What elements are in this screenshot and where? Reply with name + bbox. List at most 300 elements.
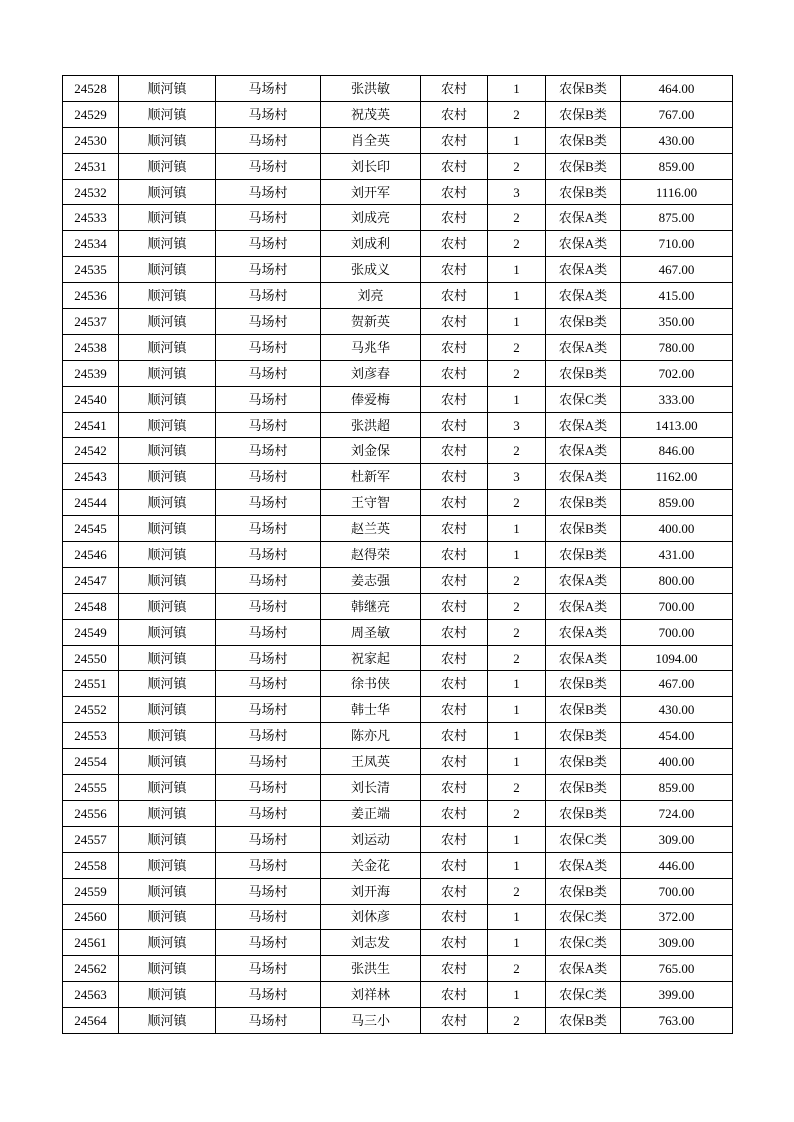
cell-amount: 467.00 [621, 671, 733, 697]
cell-name: 刘开军 [321, 179, 421, 205]
cell-type: 农村 [421, 464, 488, 490]
cell-town: 顺河镇 [119, 438, 216, 464]
cell-town: 顺河镇 [119, 645, 216, 671]
cell-id: 24541 [63, 412, 119, 438]
cell-name: 韩继亮 [321, 593, 421, 619]
cell-count: 2 [488, 567, 546, 593]
cell-name: 姜志强 [321, 567, 421, 593]
cell-id: 24548 [63, 593, 119, 619]
cell-category: 农保B类 [546, 153, 621, 179]
cell-id: 24563 [63, 982, 119, 1008]
cell-amount: 859.00 [621, 153, 733, 179]
table-row [63, 800, 733, 826]
cell-amount: 700.00 [621, 619, 733, 645]
cell-town: 顺河镇 [119, 386, 216, 412]
cell-amount: 454.00 [621, 723, 733, 749]
table-body [63, 76, 733, 1034]
cell-count: 1 [488, 852, 546, 878]
cell-name: 张洪敏 [321, 76, 421, 102]
cell-category: 农保A类 [546, 205, 621, 231]
cell-category: 农保B类 [546, 360, 621, 386]
cell-type: 农村 [421, 956, 488, 982]
cell-count: 2 [488, 619, 546, 645]
cell-name: 王凤英 [321, 749, 421, 775]
cell-type: 农村 [421, 438, 488, 464]
cell-name: 刘运动 [321, 826, 421, 852]
cell-name: 王守智 [321, 490, 421, 516]
cell-count: 2 [488, 438, 546, 464]
cell-amount: 400.00 [621, 749, 733, 775]
table-row [63, 205, 733, 231]
cell-type: 农村 [421, 412, 488, 438]
table-row [63, 464, 733, 490]
cell-count: 1 [488, 127, 546, 153]
cell-name: 姜正端 [321, 800, 421, 826]
cell-village: 马场村 [216, 127, 321, 153]
cell-village: 马场村 [216, 464, 321, 490]
cell-id: 24551 [63, 671, 119, 697]
cell-amount: 800.00 [621, 567, 733, 593]
cell-category: 农保B类 [546, 542, 621, 568]
cell-amount: 309.00 [621, 826, 733, 852]
cell-category: 农保A类 [546, 231, 621, 257]
cell-id: 24557 [63, 826, 119, 852]
cell-name: 关金花 [321, 852, 421, 878]
cell-type: 农村 [421, 800, 488, 826]
cell-village: 马场村 [216, 360, 321, 386]
cell-town: 顺河镇 [119, 878, 216, 904]
cell-village: 马场村 [216, 76, 321, 102]
cell-category: 农保B类 [546, 309, 621, 335]
cell-type: 农村 [421, 749, 488, 775]
cell-name: 刘亮 [321, 283, 421, 309]
cell-type: 农村 [421, 101, 488, 127]
cell-amount: 724.00 [621, 800, 733, 826]
cell-count: 2 [488, 1008, 546, 1034]
cell-count: 2 [488, 956, 546, 982]
cell-count: 1 [488, 982, 546, 1008]
cell-count: 2 [488, 775, 546, 801]
cell-id: 24543 [63, 464, 119, 490]
cell-town: 顺河镇 [119, 800, 216, 826]
cell-count: 2 [488, 153, 546, 179]
cell-id: 24532 [63, 179, 119, 205]
cell-amount: 875.00 [621, 205, 733, 231]
cell-village: 马场村 [216, 257, 321, 283]
cell-name: 马兆华 [321, 334, 421, 360]
cell-id: 24561 [63, 930, 119, 956]
cell-village: 马场村 [216, 878, 321, 904]
cell-id: 24545 [63, 516, 119, 542]
cell-amount: 859.00 [621, 490, 733, 516]
cell-type: 农村 [421, 593, 488, 619]
cell-town: 顺河镇 [119, 1008, 216, 1034]
cell-village: 马场村 [216, 775, 321, 801]
cell-category: 农保C类 [546, 904, 621, 930]
table-row [63, 930, 733, 956]
cell-name: 赵兰英 [321, 516, 421, 542]
cell-category: 农保A类 [546, 593, 621, 619]
cell-type: 农村 [421, 878, 488, 904]
cell-type: 农村 [421, 153, 488, 179]
cell-type: 农村 [421, 386, 488, 412]
table-row [63, 723, 733, 749]
cell-town: 顺河镇 [119, 76, 216, 102]
cell-name: 张成义 [321, 257, 421, 283]
cell-count: 2 [488, 645, 546, 671]
cell-category: 农保A类 [546, 464, 621, 490]
table-row [63, 619, 733, 645]
cell-village: 马场村 [216, 490, 321, 516]
cell-count: 3 [488, 412, 546, 438]
cell-id: 24550 [63, 645, 119, 671]
cell-amount: 309.00 [621, 930, 733, 956]
cell-category: 农保B类 [546, 749, 621, 775]
table-row [63, 904, 733, 930]
table-row [63, 283, 733, 309]
cell-town: 顺河镇 [119, 930, 216, 956]
table-row [63, 257, 733, 283]
cell-category: 农保A类 [546, 334, 621, 360]
cell-name: 徐书侠 [321, 671, 421, 697]
cell-type: 农村 [421, 619, 488, 645]
cell-town: 顺河镇 [119, 283, 216, 309]
cell-town: 顺河镇 [119, 464, 216, 490]
table-row [63, 593, 733, 619]
cell-id: 24556 [63, 800, 119, 826]
cell-amount: 333.00 [621, 386, 733, 412]
cell-category: 农保A类 [546, 956, 621, 982]
cell-count: 2 [488, 101, 546, 127]
cell-type: 农村 [421, 283, 488, 309]
cell-category: 农保A类 [546, 257, 621, 283]
table-row [63, 231, 733, 257]
cell-name: 俸爱梅 [321, 386, 421, 412]
cell-village: 马场村 [216, 101, 321, 127]
cell-town: 顺河镇 [119, 775, 216, 801]
cell-category: 农保B类 [546, 179, 621, 205]
table-row [63, 567, 733, 593]
cell-category: 农保A类 [546, 567, 621, 593]
cell-count: 3 [488, 179, 546, 205]
cell-village: 马场村 [216, 567, 321, 593]
cell-amount: 446.00 [621, 852, 733, 878]
cell-id: 24555 [63, 775, 119, 801]
table-row [63, 309, 733, 335]
cell-category: 农保C类 [546, 930, 621, 956]
cell-town: 顺河镇 [119, 542, 216, 568]
table-row [63, 982, 733, 1008]
cell-town: 顺河镇 [119, 516, 216, 542]
cell-amount: 415.00 [621, 283, 733, 309]
cell-amount: 859.00 [621, 775, 733, 801]
cell-name: 刘长清 [321, 775, 421, 801]
cell-id: 24558 [63, 852, 119, 878]
cell-count: 1 [488, 542, 546, 568]
cell-count: 2 [488, 231, 546, 257]
cell-name: 刘开海 [321, 878, 421, 904]
cell-type: 农村 [421, 127, 488, 153]
cell-count: 1 [488, 386, 546, 412]
cell-id: 24544 [63, 490, 119, 516]
cell-name: 刘志发 [321, 930, 421, 956]
cell-count: 2 [488, 593, 546, 619]
cell-type: 农村 [421, 334, 488, 360]
cell-town: 顺河镇 [119, 205, 216, 231]
cell-town: 顺河镇 [119, 956, 216, 982]
cell-name: 杜新军 [321, 464, 421, 490]
cell-village: 马场村 [216, 283, 321, 309]
table-row [63, 101, 733, 127]
cell-town: 顺河镇 [119, 852, 216, 878]
cell-name: 刘长印 [321, 153, 421, 179]
cell-category: 农保B类 [546, 775, 621, 801]
cell-type: 农村 [421, 257, 488, 283]
cell-amount: 1413.00 [621, 412, 733, 438]
cell-count: 1 [488, 257, 546, 283]
cell-category: 农保C类 [546, 386, 621, 412]
cell-amount: 702.00 [621, 360, 733, 386]
cell-town: 顺河镇 [119, 360, 216, 386]
cell-count: 2 [488, 205, 546, 231]
cell-village: 马场村 [216, 334, 321, 360]
table-row [63, 775, 733, 801]
table-row [63, 852, 733, 878]
cell-category: 农保B类 [546, 127, 621, 153]
cell-id: 24538 [63, 334, 119, 360]
cell-village: 马场村 [216, 205, 321, 231]
cell-count: 1 [488, 749, 546, 775]
cell-category: 农保B类 [546, 878, 621, 904]
cell-village: 马场村 [216, 800, 321, 826]
cell-amount: 400.00 [621, 516, 733, 542]
cell-town: 顺河镇 [119, 619, 216, 645]
cell-type: 农村 [421, 775, 488, 801]
cell-id: 24552 [63, 697, 119, 723]
cell-id: 24536 [63, 283, 119, 309]
cell-count: 2 [488, 334, 546, 360]
cell-category: 农保B类 [546, 697, 621, 723]
cell-id: 24559 [63, 878, 119, 904]
cell-village: 马场村 [216, 231, 321, 257]
cell-town: 顺河镇 [119, 127, 216, 153]
cell-village: 马场村 [216, 930, 321, 956]
cell-count: 2 [488, 800, 546, 826]
cell-type: 农村 [421, 490, 488, 516]
cell-type: 农村 [421, 826, 488, 852]
cell-type: 农村 [421, 76, 488, 102]
cell-category: 农保C类 [546, 982, 621, 1008]
cell-type: 农村 [421, 516, 488, 542]
cell-type: 农村 [421, 205, 488, 231]
cell-id: 24528 [63, 76, 119, 102]
cell-village: 马场村 [216, 153, 321, 179]
cell-name: 赵得荣 [321, 542, 421, 568]
cell-count: 1 [488, 76, 546, 102]
cell-id: 24537 [63, 309, 119, 335]
cell-town: 顺河镇 [119, 490, 216, 516]
cell-id: 24529 [63, 101, 119, 127]
cell-count: 1 [488, 309, 546, 335]
cell-name: 马三小 [321, 1008, 421, 1034]
cell-type: 农村 [421, 567, 488, 593]
cell-town: 顺河镇 [119, 904, 216, 930]
cell-category: 农保B类 [546, 490, 621, 516]
cell-id: 24547 [63, 567, 119, 593]
cell-category: 农保B类 [546, 671, 621, 697]
cell-id: 24531 [63, 153, 119, 179]
cell-id: 24533 [63, 205, 119, 231]
cell-count: 1 [488, 697, 546, 723]
cell-village: 马场村 [216, 516, 321, 542]
cell-village: 马场村 [216, 179, 321, 205]
table-row [63, 956, 733, 982]
table-row [63, 671, 733, 697]
cell-village: 马场村 [216, 1008, 321, 1034]
cell-amount: 1162.00 [621, 464, 733, 490]
cell-amount: 700.00 [621, 878, 733, 904]
cell-village: 马场村 [216, 438, 321, 464]
cell-type: 农村 [421, 723, 488, 749]
table-row [63, 697, 733, 723]
cell-id: 24535 [63, 257, 119, 283]
table-row [63, 334, 733, 360]
cell-amount: 350.00 [621, 309, 733, 335]
cell-type: 农村 [421, 671, 488, 697]
cell-town: 顺河镇 [119, 567, 216, 593]
cell-id: 24530 [63, 127, 119, 153]
cell-town: 顺河镇 [119, 697, 216, 723]
cell-amount: 710.00 [621, 231, 733, 257]
cell-id: 24540 [63, 386, 119, 412]
cell-name: 刘金保 [321, 438, 421, 464]
cell-name: 祝家起 [321, 645, 421, 671]
cell-count: 2 [488, 490, 546, 516]
cell-amount: 372.00 [621, 904, 733, 930]
cell-amount: 1116.00 [621, 179, 733, 205]
cell-village: 马场村 [216, 749, 321, 775]
cell-id: 24562 [63, 956, 119, 982]
cell-name: 刘祥林 [321, 982, 421, 1008]
cell-village: 马场村 [216, 645, 321, 671]
cell-category: 农保A类 [546, 852, 621, 878]
cell-type: 农村 [421, 930, 488, 956]
cell-id: 24546 [63, 542, 119, 568]
cell-town: 顺河镇 [119, 309, 216, 335]
cell-category: 农保C类 [546, 826, 621, 852]
cell-count: 1 [488, 283, 546, 309]
cell-category: 农保B类 [546, 101, 621, 127]
table-row [63, 153, 733, 179]
table-row [63, 878, 733, 904]
table-row [63, 76, 733, 102]
cell-town: 顺河镇 [119, 593, 216, 619]
cell-amount: 767.00 [621, 101, 733, 127]
cell-town: 顺河镇 [119, 179, 216, 205]
cell-amount: 765.00 [621, 956, 733, 982]
table-row [63, 645, 733, 671]
cell-amount: 1094.00 [621, 645, 733, 671]
cell-count: 1 [488, 826, 546, 852]
cell-count: 1 [488, 516, 546, 542]
cell-village: 马场村 [216, 697, 321, 723]
cell-village: 马场村 [216, 671, 321, 697]
table-row [63, 360, 733, 386]
cell-amount: 430.00 [621, 127, 733, 153]
cell-amount: 467.00 [621, 257, 733, 283]
cell-town: 顺河镇 [119, 826, 216, 852]
cell-name: 张洪超 [321, 412, 421, 438]
cell-village: 马场村 [216, 412, 321, 438]
cell-village: 马场村 [216, 386, 321, 412]
table-row [63, 127, 733, 153]
cell-name: 陈亦凡 [321, 723, 421, 749]
cell-type: 农村 [421, 309, 488, 335]
cell-category: 农保A类 [546, 619, 621, 645]
cell-town: 顺河镇 [119, 671, 216, 697]
cell-count: 1 [488, 671, 546, 697]
cell-amount: 846.00 [621, 438, 733, 464]
cell-village: 马场村 [216, 982, 321, 1008]
cell-type: 农村 [421, 1008, 488, 1034]
cell-name: 张洪生 [321, 956, 421, 982]
cell-id: 24560 [63, 904, 119, 930]
cell-type: 农村 [421, 231, 488, 257]
cell-count: 1 [488, 904, 546, 930]
cell-type: 农村 [421, 179, 488, 205]
cell-count: 2 [488, 360, 546, 386]
table-row [63, 386, 733, 412]
cell-id: 24564 [63, 1008, 119, 1034]
cell-id: 24553 [63, 723, 119, 749]
cell-village: 马场村 [216, 956, 321, 982]
cell-village: 马场村 [216, 852, 321, 878]
cell-name: 刘成利 [321, 231, 421, 257]
cell-amount: 430.00 [621, 697, 733, 723]
cell-town: 顺河镇 [119, 257, 216, 283]
benefits-table [62, 75, 733, 1034]
cell-village: 马场村 [216, 904, 321, 930]
table-row [63, 826, 733, 852]
table-row [63, 412, 733, 438]
cell-name: 刘彦春 [321, 360, 421, 386]
cell-town: 顺河镇 [119, 749, 216, 775]
cell-id: 24549 [63, 619, 119, 645]
cell-amount: 700.00 [621, 593, 733, 619]
cell-type: 农村 [421, 542, 488, 568]
cell-village: 马场村 [216, 593, 321, 619]
cell-category: 农保B类 [546, 1008, 621, 1034]
table-row [63, 516, 733, 542]
cell-name: 刘休彦 [321, 904, 421, 930]
table-row [63, 490, 733, 516]
cell-name: 刘成亮 [321, 205, 421, 231]
table-row [63, 542, 733, 568]
cell-id: 24542 [63, 438, 119, 464]
cell-amount: 464.00 [621, 76, 733, 102]
cell-amount: 780.00 [621, 334, 733, 360]
cell-category: 农保B类 [546, 800, 621, 826]
cell-village: 马场村 [216, 619, 321, 645]
cell-town: 顺河镇 [119, 101, 216, 127]
cell-name: 韩士华 [321, 697, 421, 723]
table-row [63, 179, 733, 205]
cell-type: 农村 [421, 904, 488, 930]
cell-category: 农保B类 [546, 516, 621, 542]
cell-village: 马场村 [216, 826, 321, 852]
cell-category: 农保A类 [546, 283, 621, 309]
cell-type: 农村 [421, 360, 488, 386]
